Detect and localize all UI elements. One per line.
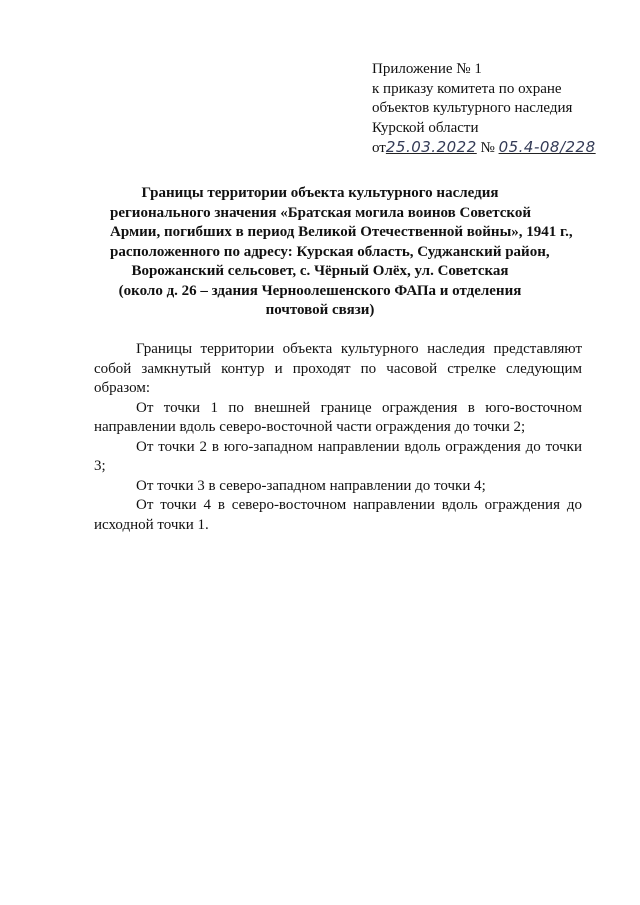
document-title [110,184,573,321]
date-prefix: от [372,140,386,156]
appendix-number: Приложение № 1 [372,61,482,77]
appendix-committee: объектов культурного наследия [372,100,573,116]
body-paragraph-point-4: От точки 4 в северо-восточном направлении вдоль ограждения до исходной точки 1. [94,497,582,533]
appendix-region: Курской области [372,119,479,136]
body-paragraph-point-2: От точки 2 в юго-западном направлении вдоль ограждения до точки 3; [94,438,582,474]
number-prefix: № [480,140,495,156]
body-paragraph-point-1: От точки 1 по внешней границе ограждения в юго-восточном направлении вдоль северо-восточной части ограждения до точки 2; [94,399,582,435]
body-paragraph-intro: Границы территории объекта культурного наследия представляют собой замкнутый контур и проходят по часовой стрелке следующим образом: [94,341,582,396]
order-date-number [372,138,622,159]
handwritten-order-number: 05.4-08/228 [498,138,596,156]
document-body [94,340,582,535]
handwritten-date: 25.03.2022 [385,138,477,156]
title-line: Армии, погибших в период Великой Отечественной войны», 1941 г., [110,224,573,240]
title-line: Границы территории объекта культурного наследия [141,185,499,201]
title-line: (около д. 26 – здания Черноолешенского ФАПа и отделения [118,282,522,299]
body-paragraph-point-3: От точки 3 в северо-западном направлении до точки 4; [136,477,486,494]
appendix-order-ref: к приказу комитета по охране [372,80,562,97]
title-line: Ворожанский сельсовет, с. Чёрный Олёх, ул. Советская [131,263,509,279]
title-line: почтовой связи) [265,302,375,318]
title-line: регионального значения «Братская могила воинов Советской [110,204,532,221]
title-line: расположенного по адресу: Курская область, Суджанский район, [110,243,550,260]
appendix-header [372,60,622,159]
